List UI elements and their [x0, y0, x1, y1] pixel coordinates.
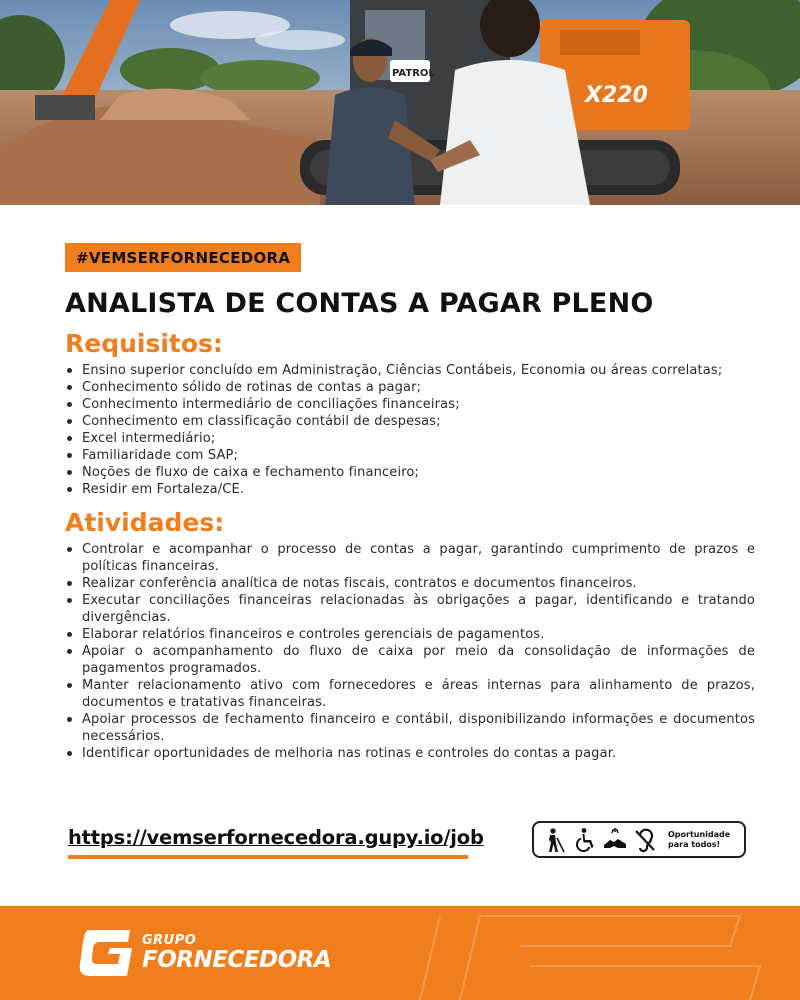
job-content	[65, 243, 755, 762]
company-logo	[78, 928, 331, 978]
list-item: Ensino superior concluído em Administração, Ciências Contábeis, Economia ou áreas correlatas;	[65, 362, 755, 379]
hashtag-badge: #VEMSERFORNECEDORA	[65, 243, 301, 272]
list-item: Executar conciliações financeiras relacionadas às obrigações a pagar, identificando e tratando divergências.	[65, 592, 755, 626]
list-item: Excel intermediário;	[65, 430, 755, 447]
wheelchair-icon	[572, 827, 598, 853]
list-item: Identificar oportunidades de melhoria nas rotinas e controles do contas a pagar.	[65, 745, 755, 762]
job-title: ANALISTA DE CONTAS A PAGAR PLENO	[65, 288, 654, 319]
accessibility-text	[668, 830, 730, 850]
excavator-model-text: X220	[585, 83, 648, 108]
list-item: Manter relacionamento ativo com fornecedores e áreas internas para alinhamento de prazos, documentos e tratativas financeiras.	[65, 677, 755, 711]
intellectual-disability-icon	[602, 827, 628, 853]
requisitos-heading: Requisitos:	[65, 329, 223, 358]
list-item: Familiaridade com SAP;	[65, 447, 755, 464]
footer-decoration	[400, 906, 800, 1000]
excavator-brand-text: PATROL	[392, 68, 435, 79]
list-item: Noções de fluxo de caixa e fechamento financeiro;	[65, 464, 755, 481]
list-item: Conhecimento intermediário de conciliações financeiras;	[65, 396, 755, 413]
list-item: Conhecimento sólido de rotinas de contas a pagar;	[65, 379, 755, 396]
accessibility-badge	[532, 821, 746, 858]
list-item: Elaborar relatórios financeiros e controles gerenciais de pagamentos.	[65, 626, 755, 643]
application-link[interactable]: https://vemserfornecedora.gupy.io/job	[68, 826, 484, 849]
requisitos-list	[65, 362, 755, 498]
list-item: Apoiar o acompanhamento do fluxo de caixa por meio da consolidação de informações de pagamentos programados.	[65, 643, 755, 677]
logo-text	[142, 934, 331, 973]
list-item: Realizar conferência analítica de notas fiscais, contratos e documentos financeiros.	[65, 575, 755, 592]
atividades-heading: Atividades:	[65, 508, 225, 537]
list-item: Controlar e acompanhar o processo de contas a pagar, garantindo cumprimento de prazos e políticas financeiras.	[65, 541, 755, 575]
list-item: Residir em Fortaleza/CE.	[65, 481, 755, 498]
logo-mark-icon	[78, 928, 136, 978]
accessibility-line2: para todos!	[668, 839, 721, 849]
hearing-impairment-icon	[632, 827, 658, 853]
visual-impairment-icon	[542, 827, 568, 853]
footer-bar	[0, 906, 800, 1000]
list-item: Apoiar processos de fechamento financeiro e contábil, disponibilizando informações e documentos necessários.	[65, 711, 755, 745]
logo-line1: GRUPO	[142, 932, 197, 948]
link-underline	[68, 855, 468, 859]
list-item: Conhecimento em classificação contábil de despesas;	[65, 413, 755, 430]
hero-photo	[0, 0, 800, 205]
atividades-list	[65, 541, 755, 762]
accessibility-line1: Oportunidade	[668, 829, 731, 839]
hero-illustration	[0, 0, 800, 205]
logo-line2: FORNECEDORA	[142, 946, 332, 973]
